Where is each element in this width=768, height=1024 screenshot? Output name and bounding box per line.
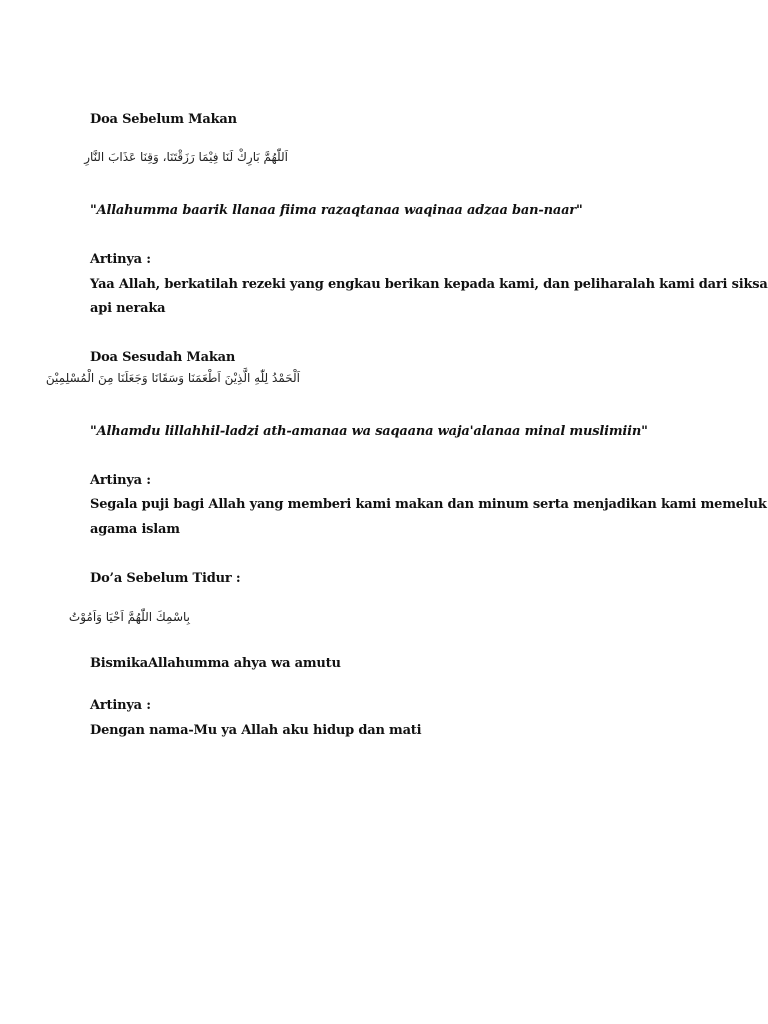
meaning-line-1-sesudah-makan: Segala puji bagi Allah yang memberi kami makan dan minum serta menjadikan kami memeluk [90, 497, 767, 512]
meaning-line-1-sebelum-tidur: Dengan nama-Mu ya Allah aku hidup dan mati [90, 723, 422, 738]
transliteration-sesudah-makan: "Alhamdu lillahhil-ladzi ath-amanaa wa saqaana waja'alanaa minal muslimiin" [90, 424, 648, 439]
arabic-prayer-sesudah-makan: اَلْحَمْدُ لِلّٰهِ الَّذِيْنَ اَطْعَمَنَا وَسَقَانَا وَجَعَلَنَا مِنَ الْمُسْلِمِيْنَ [45, 371, 300, 385]
section-title-sesudah-makan: Doa Sesudah Makan [90, 350, 236, 365]
section-title-sebelum-makan: Doa Sebelum Makan [90, 112, 237, 127]
meaning-line-2-sebelum-makan: api neraka [90, 301, 166, 316]
transliteration-sebelum-tidur: BismikaAllahumma ahya wa amutu [90, 656, 341, 671]
meaning-label-sesudah-makan: Artinya : [90, 473, 151, 488]
meaning-label-sebelum-makan: Artinya : [90, 252, 151, 267]
transliteration-sebelum-makan: "Allahumma baarik llanaa fiima razaqtanaa waqinaa adzaa ban-naar" [90, 203, 583, 218]
arabic-prayer-sebelum-makan: اَللّٰهُمَّ بَارِكْ لَنَا فِيْمَا رَزَقْتَنَا، وَقِنَا عَذَابَ النَّارِ [84, 150, 288, 164]
arabic-prayer-sebelum-tidur: بِاسْمِكَ اللّٰهُمَّ اَحْيَا وَاَمُوْتُ [68, 610, 190, 624]
meaning-label-sebelum-tidur: Artinya : [90, 698, 151, 713]
section-title-sebelum-tidur: Do’a Sebelum Tidur : [90, 571, 241, 586]
meaning-line-2-sesudah-makan: agama islam [90, 522, 180, 537]
meaning-line-1-sebelum-makan: Yaa Allah, berkatilah rezeki yang engkau berikan kepada kami, dan peliharalah kami dari siksa [90, 277, 768, 292]
